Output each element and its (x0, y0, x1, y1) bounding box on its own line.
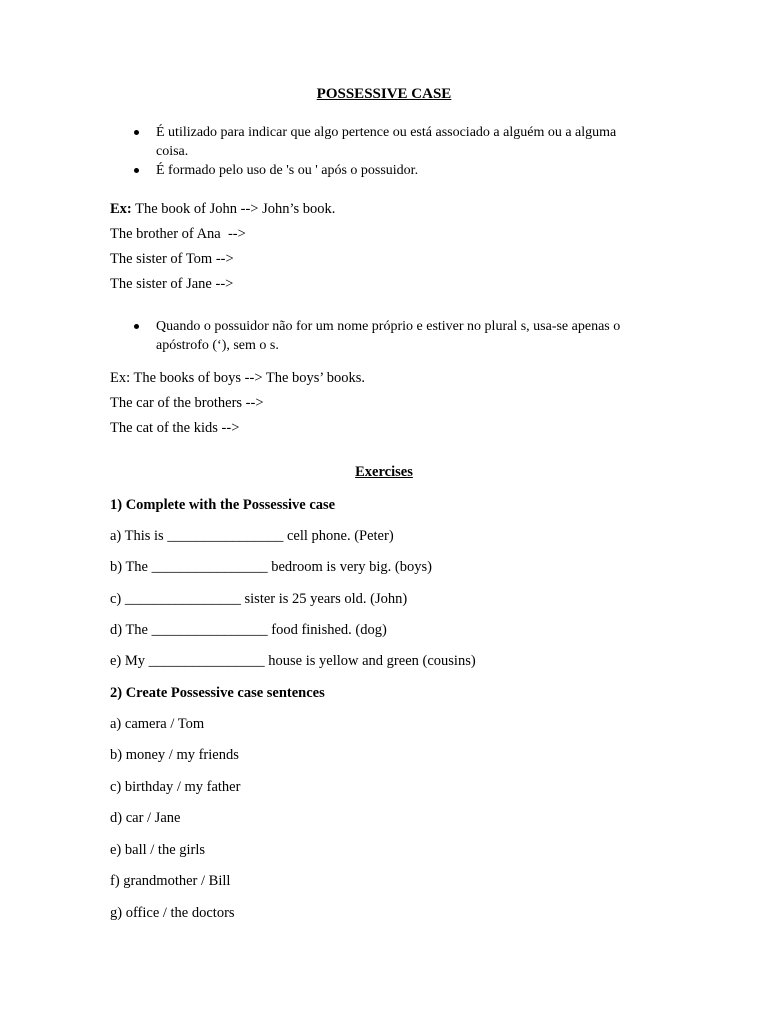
bullet-icon (134, 168, 139, 173)
exercise-1-heading: 1) Complete with the Possessive case (110, 497, 336, 513)
bullet-icon (134, 130, 139, 135)
example-line: The car of the brothers --> (110, 395, 264, 411)
page-title: POSSESSIVE CASE (316, 86, 452, 102)
example-label: Ex: (110, 201, 132, 217)
exercise-item: b) The ________________ bedroom is very big. (boys) (110, 559, 432, 575)
list-item (130, 317, 650, 355)
exercise-2-heading: 2) Create Possessive case sentences (110, 685, 325, 701)
exercise-item: e) ball / the girls (110, 842, 206, 858)
example-text: The book of John --> John’s book. (131, 201, 336, 217)
exercise-item: b) money / my friends (110, 747, 239, 763)
list-item (130, 123, 650, 161)
example-line (110, 200, 335, 218)
example-line: The sister of Jane --> (110, 276, 234, 292)
exercise-item: f) grandmother / Bill (110, 873, 231, 889)
example-line: Ex: The books of boys --> The boys’ books. (110, 370, 366, 386)
exercise-item: a) camera / Tom (110, 716, 205, 732)
example-line: The cat of the kids --> (110, 420, 240, 436)
intro-bullet-list (130, 123, 650, 180)
list-item (130, 161, 650, 180)
exercise-item: a) This is ________________ cell phone. (Peter) (110, 528, 394, 544)
example-line: The brother of Ana --> (110, 226, 246, 242)
bullet-text: É utilizado para indicar que algo pertence ou está associado a alguém ou a alguma coisa. (156, 125, 617, 159)
exercise-item: d) car / Jane (110, 810, 181, 826)
exercises-heading: Exercises (355, 464, 413, 480)
exercise-item: g) office / the doctors (110, 905, 235, 921)
example-line: The sister of Tom --> (110, 251, 234, 267)
exercise-item: c) birthday / my father (110, 779, 241, 795)
exercise-item: c) ________________ sister is 25 years old. (John) (110, 591, 408, 607)
plural-bullet-list (130, 317, 650, 355)
bullet-icon (134, 324, 139, 329)
bullet-text: Quando o possuidor não for um nome próprio e estiver no plural s, usa-se apenas o apóstrofo (‘), sem o s. (156, 319, 621, 353)
bullet-text: É formado pelo uso de 's ou ' após o possuidor. (156, 163, 419, 178)
exercise-item: e) My ________________ house is yellow and green (cousins) (110, 653, 476, 669)
exercise-item: d) The ________________ food finished. (dog) (110, 622, 387, 638)
